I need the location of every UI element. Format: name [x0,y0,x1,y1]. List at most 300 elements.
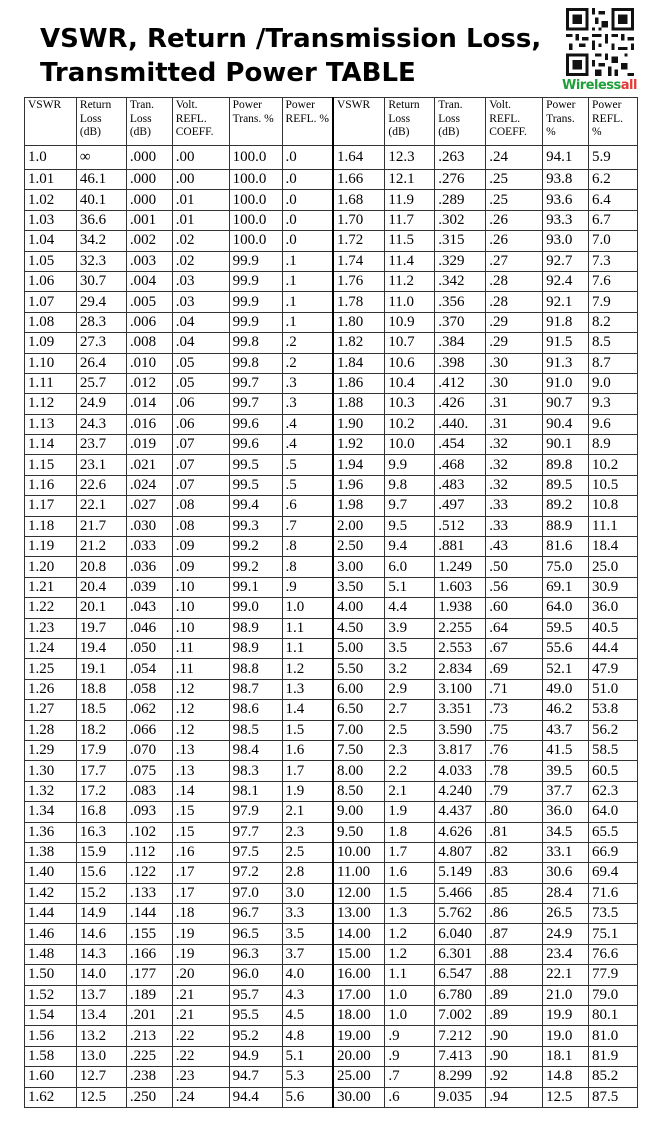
table-cell: 1.21 [25,577,77,597]
table-row [25,557,638,577]
table-cell: 16.00 [333,965,385,985]
table-cell: .05 [172,353,229,373]
table-cell: .20 [172,965,229,985]
table-cell: .112 [126,842,172,862]
table-cell: 46.2 [543,700,589,720]
table-cell: .73 [486,700,543,720]
table-row [25,1006,638,1026]
table-cell: .004 [126,271,172,291]
table-cell: .302 [435,210,486,230]
table-cell: .17 [172,863,229,883]
table-cell: .56 [486,577,543,597]
table-cell: 9.6 [589,414,638,434]
table-cell: .189 [126,985,172,1005]
table-cell: .6 [385,1087,435,1107]
table-cell: 1.2 [385,944,435,964]
table-cell: .512 [435,516,486,536]
table-cell: 47.9 [589,659,638,679]
column-header: Return Loss (dB) [76,98,126,146]
table-cell: 96.3 [229,944,282,964]
table-cell: .06 [172,414,229,434]
table-cell: 98.6 [229,700,282,720]
table-cell: .166 [126,944,172,964]
table-cell: 2.3 [282,822,333,842]
table-cell: .440. [435,414,486,434]
table-cell: 53.8 [589,700,638,720]
table-cell: 8.9 [589,435,638,455]
table-cell: 7.0 [589,231,638,251]
table-cell: 64.0 [589,802,638,822]
table-cell: 9.00 [333,802,385,822]
table-cell: .1 [282,251,333,271]
table-cell: 3.50 [333,577,385,597]
table-cell: 1.80 [333,312,385,332]
table-cell: .0 [282,170,333,190]
table-cell: 89.8 [543,455,589,475]
table-cell: 1.938 [435,598,486,618]
table-cell: 100.0 [229,146,282,170]
table-cell: 1.1 [282,618,333,638]
table-cell: 1.02 [25,190,77,210]
table-cell: 1.10 [25,353,77,373]
table-cell: .67 [486,638,543,658]
table-cell: 19.9 [543,1006,589,1026]
table-cell: 28.3 [76,312,126,332]
table-cell: 1.0 [385,985,435,1005]
table-cell: .012 [126,373,172,393]
table-cell: 9.3 [589,394,638,414]
column-header: Tran. Loss (dB) [126,98,172,146]
table-cell: .497 [435,496,486,516]
table-cell: 12.7 [76,1067,126,1087]
table-cell: .12 [172,679,229,699]
table-cell: 20.1 [76,598,126,618]
table-cell: .384 [435,333,486,353]
table-cell: 4.240 [435,781,486,801]
table-cell: 1.28 [25,720,77,740]
table-row [25,944,638,964]
table-cell: 93.6 [543,190,589,210]
table-cell: .71 [486,679,543,699]
table-cell: 1.22 [25,598,77,618]
table-cell: .69 [486,659,543,679]
table-cell: 21.0 [543,985,589,1005]
table-cell: 43.7 [543,720,589,740]
table-cell: 18.8 [76,679,126,699]
table-cell: .10 [172,577,229,597]
table-cell: 11.5 [385,231,435,251]
table-cell: 1.7 [282,761,333,781]
table-cell: .80 [486,802,543,822]
table-cell: 3.100 [435,679,486,699]
table-cell: 56.2 [589,720,638,740]
table-cell: 91.5 [543,333,589,353]
table-row [25,740,638,760]
table-cell: 29.4 [76,292,126,312]
table-cell: 14.3 [76,944,126,964]
table-cell: .093 [126,802,172,822]
table-cell: 10.7 [385,333,435,353]
table-cell: .11 [172,638,229,658]
table-cell: 2.255 [435,618,486,638]
table-row [25,863,638,883]
table-cell: 94.7 [229,1067,282,1087]
table-cell: .342 [435,271,486,291]
table-cell: 33.1 [543,842,589,862]
table-cell: 99.0 [229,598,282,618]
table-row [25,883,638,903]
table-cell: .7 [282,516,333,536]
table-cell: 1.18 [25,516,77,536]
table-cell: 4.00 [333,598,385,618]
table-cell: 8.50 [333,781,385,801]
table-row [25,394,638,414]
table-cell: 2.1 [385,781,435,801]
table-cell: .024 [126,475,172,495]
table-cell: 1.62 [25,1087,77,1107]
table-row [25,965,638,985]
table-cell: 90.1 [543,435,589,455]
table-cell: .09 [172,557,229,577]
table-row [25,516,638,536]
table-cell: .027 [126,496,172,516]
table-cell: 99.3 [229,516,282,536]
table-cell: 1.30 [25,761,77,781]
table-row [25,333,638,353]
table-cell: 99.7 [229,373,282,393]
table-cell: 93.0 [543,231,589,251]
table-cell: 5.149 [435,863,486,883]
table-cell: .22 [172,1026,229,1046]
table-cell: 23.1 [76,455,126,475]
table-cell: 22.1 [76,496,126,516]
table-cell: .238 [126,1067,172,1087]
table-cell: .0 [282,146,333,170]
table-cell: .9 [282,577,333,597]
table-cell: .1 [282,271,333,291]
table-cell: ∞ [76,146,126,170]
table-cell: 79.0 [589,985,638,1005]
table-cell: 4.0 [282,965,333,985]
table-cell: 2.5 [385,720,435,740]
table-cell: .15 [172,802,229,822]
table-cell: 2.5 [282,842,333,862]
table-cell: 1.74 [333,251,385,271]
table-cell: 10.4 [385,373,435,393]
table-cell: 1.0 [385,1006,435,1026]
table-cell: 19.0 [543,1026,589,1046]
table-cell: 30.7 [76,271,126,291]
table-cell: 58.5 [589,740,638,760]
table-cell: 13.2 [76,1026,126,1046]
table-cell: 97.2 [229,863,282,883]
table-row [25,414,638,434]
table-cell: 3.817 [435,740,486,760]
table-cell: 99.5 [229,475,282,495]
table-cell: .08 [172,496,229,516]
table-cell: .87 [486,924,543,944]
table-row [25,842,638,862]
table-cell: .78 [486,761,543,781]
table-cell: .0 [282,231,333,251]
table-row [25,251,638,271]
table-cell: 1.13 [25,414,77,434]
table-row [25,577,638,597]
table-cell: 90.4 [543,414,589,434]
table-cell: .036 [126,557,172,577]
table-cell: .19 [172,944,229,964]
table-row [25,537,638,557]
table-cell: 98.3 [229,761,282,781]
table-cell: 15.9 [76,842,126,862]
table-cell: 7.6 [589,271,638,291]
table-header-row [25,98,638,146]
table-cell: 6.7 [589,210,638,230]
table-cell: 23.4 [543,944,589,964]
table-cell: 10.8 [589,496,638,516]
table-cell: .5 [282,455,333,475]
table-cell: 14.9 [76,904,126,924]
table-row [25,475,638,495]
column-header: Power REFL. % [282,98,333,146]
table-cell: 8.299 [435,1067,486,1087]
table-cell: 12.00 [333,883,385,903]
table-cell: .019 [126,435,172,455]
table-row [25,146,638,170]
table-cell: .05 [172,373,229,393]
table-cell: 5.00 [333,638,385,658]
table-cell: .2 [282,333,333,353]
table-cell: 2.1 [282,802,333,822]
table-cell: 9.035 [435,1087,486,1107]
table-cell: 12.1 [385,170,435,190]
table-cell: .90 [486,1046,543,1066]
table-cell: 7.212 [435,1026,486,1046]
table-cell: .27 [486,251,543,271]
table-cell: 6.040 [435,924,486,944]
table-cell: 91.3 [543,353,589,373]
table-cell: 18.00 [333,1006,385,1026]
table-cell: .070 [126,740,172,760]
table-cell: .8 [282,537,333,557]
table-cell: 27.3 [76,333,126,353]
column-header: Return Loss (dB) [385,98,435,146]
table-cell: 2.553 [435,638,486,658]
table-cell: 91.8 [543,312,589,332]
table-cell: 1.07 [25,292,77,312]
table-cell: 39.5 [543,761,589,781]
table-cell: .2 [282,353,333,373]
table-cell: 16.8 [76,802,126,822]
table-cell: 3.3 [282,904,333,924]
table-cell: .010 [126,353,172,373]
column-header: Tran. Loss (dB) [435,98,486,146]
table-cell: .016 [126,414,172,434]
table-cell: 1.05 [25,251,77,271]
table-cell: 1.76 [333,271,385,291]
table-cell: 1.03 [25,210,77,230]
table-row [25,985,638,1005]
table-cell: .88 [486,965,543,985]
table-cell: 99.9 [229,292,282,312]
table-cell: 5.3 [282,1067,333,1087]
table-cell: .001 [126,210,172,230]
brand-name-part-1: Wireless [562,78,621,93]
table-cell: .25 [486,170,543,190]
title-line-2: Transmitted Power TABLE [40,58,416,88]
table-cell: .4 [282,414,333,434]
table-row [25,373,638,393]
table-cell: 89.5 [543,475,589,495]
table-cell: 65.5 [589,822,638,842]
table-cell: 10.5 [589,475,638,495]
table-cell: 1.09 [25,333,77,353]
table-cell: .1 [282,292,333,312]
page-header [0,0,660,96]
table-cell: 81.6 [543,537,589,557]
table-cell: 75.1 [589,924,638,944]
table-cell: 22.1 [543,965,589,985]
table-cell: 37.7 [543,781,589,801]
table-cell: .155 [126,924,172,944]
table-cell: .050 [126,638,172,658]
table-cell: 5.762 [435,904,486,924]
table-cell: 1.94 [333,455,385,475]
table-cell: 2.834 [435,659,486,679]
table-cell: .16 [172,842,229,862]
table-cell: .10 [172,598,229,618]
table-cell: .79 [486,781,543,801]
table-cell: 5.9 [589,146,638,170]
table-cell: 2.2 [385,761,435,781]
table-cell: 97.0 [229,883,282,903]
table-cell: .32 [486,475,543,495]
table-cell: .76 [486,740,543,760]
table-cell: 2.7 [385,700,435,720]
table-cell: .94 [486,1087,543,1107]
table-cell: .5 [282,475,333,495]
table-cell: 5.6 [282,1087,333,1107]
table-cell: .30 [486,373,543,393]
page-title [40,22,541,90]
table-cell: .86 [486,904,543,924]
table-cell: .92 [486,1067,543,1087]
table-cell: .01 [172,210,229,230]
table-cell: 98.1 [229,781,282,801]
table-cell: 6.2 [589,170,638,190]
table-cell: .0 [282,210,333,230]
table-cell: 51.0 [589,679,638,699]
table-cell: 9.4 [385,537,435,557]
table-cell: 8.7 [589,353,638,373]
table-cell: .000 [126,146,172,170]
table-cell: 62.3 [589,781,638,801]
table-cell: 12.3 [385,146,435,170]
table-cell: .04 [172,333,229,353]
table-cell: .89 [486,985,543,1005]
table-cell: 5.1 [385,577,435,597]
table-cell: .28 [486,292,543,312]
table-cell: 19.4 [76,638,126,658]
table-cell: 97.9 [229,802,282,822]
table-cell: 1.1 [385,965,435,985]
table-cell: 1.96 [333,475,385,495]
table-cell: 11.9 [385,190,435,210]
table-cell: 1.6 [282,740,333,760]
table-cell: 100.0 [229,210,282,230]
table-cell: .054 [126,659,172,679]
table-cell: 1.70 [333,210,385,230]
table-cell: 13.7 [76,985,126,1005]
table-cell: 1.54 [25,1006,77,1026]
table-cell: .058 [126,679,172,699]
table-cell: 1.8 [385,822,435,842]
table-row [25,598,638,618]
table-cell: 2.50 [333,537,385,557]
table-row [25,1087,638,1107]
table-cell: .177 [126,965,172,985]
table-cell: 15.00 [333,944,385,964]
table-cell: 9.5 [385,516,435,536]
table-row [25,638,638,658]
table-cell: 1.58 [25,1046,77,1066]
column-header: Power Trans. % [543,98,589,146]
table-cell: 99.8 [229,353,282,373]
column-header: Volt. REFL. COEFF. [172,98,229,146]
table-cell: 6.50 [333,700,385,720]
table-cell: 1.68 [333,190,385,210]
table-cell: 1.29 [25,740,77,760]
table-row [25,435,638,455]
table-cell: 3.5 [385,638,435,658]
table-cell: 7.9 [589,292,638,312]
table-cell: .25 [486,190,543,210]
table-cell: .7 [385,1067,435,1087]
table-cell: 99.5 [229,455,282,475]
table-cell: 7.3 [589,251,638,271]
table-cell: 3.7 [282,944,333,964]
table-cell: .008 [126,333,172,353]
table-cell: .07 [172,435,229,455]
table-cell: .30 [486,353,543,373]
table-cell: .26 [486,231,543,251]
table-cell: .13 [172,740,229,760]
table-cell: 6.780 [435,985,486,1005]
table-cell: .066 [126,720,172,740]
table-cell: 34.5 [543,822,589,842]
table-cell: 11.1 [589,516,638,536]
table-cell: 69.1 [543,577,589,597]
table-cell: .12 [172,700,229,720]
table-cell: 44.4 [589,638,638,658]
table-cell: .6 [282,496,333,516]
table-cell: 8.5 [589,333,638,353]
table-row [25,924,638,944]
table-row [25,455,638,475]
table-row [25,312,638,332]
table-cell: 1.90 [333,414,385,434]
table-cell: .0 [282,190,333,210]
table-cell: 10.3 [385,394,435,414]
table-cell: .329 [435,251,486,271]
table-row [25,1046,638,1066]
table-cell: 1.25 [25,659,77,679]
table-cell: 1.50 [25,965,77,985]
table-cell: 1.2 [282,659,333,679]
table-cell: 55.6 [543,638,589,658]
table-cell: 17.7 [76,761,126,781]
table-cell: 100.0 [229,190,282,210]
